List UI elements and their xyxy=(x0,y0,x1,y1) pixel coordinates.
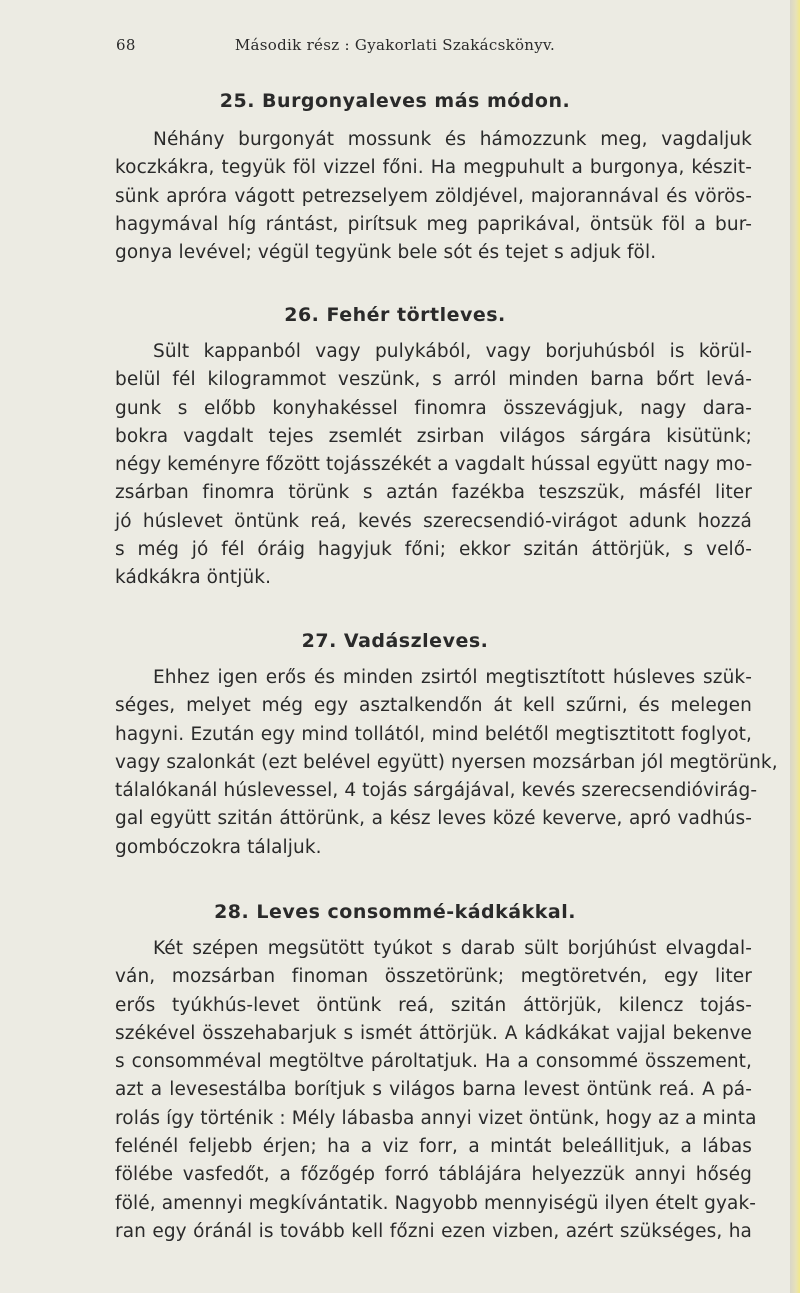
text-line: bokra vagdalt tejes zsemlét zsirban világos sárgára kisütünk; xyxy=(115,425,752,447)
running-header xyxy=(0,36,790,60)
text-line: Két szépen megsütött tyúkot s darab sült borjúhúst elvagdal- xyxy=(153,938,752,959)
running-title: Második rész : Gyakorlati Szakácskönyv. xyxy=(234,36,556,54)
recipe-title-25: 25. Burgonyaleves más módon. xyxy=(219,90,571,112)
text-line: felénél feljebb érjen; ha a viz forr, a mintát beleállitjuk, a lábas xyxy=(115,1136,752,1158)
recipe-title-28: 28. Leves consommé-kádkákkal. xyxy=(214,901,576,923)
text-line: belül fél kilogrammot veszünk, s arról minden barna bőrt levá- xyxy=(115,369,752,391)
recipe-body-27 xyxy=(115,664,778,862)
text-line: hagymával híg rántást, pirítsuk meg paprikával, öntsük föl a bur- xyxy=(115,213,752,235)
recipe-body-26 xyxy=(115,338,752,593)
text-line: sünk apróra vágott petrezselyem zöldjével, majorannával és vörös- xyxy=(115,185,752,207)
recipe-body-25 xyxy=(115,126,752,267)
text-line: gonya levével; végül tegyünk bele sót és tejet s adjuk föl. xyxy=(115,242,657,264)
text-line: koczkákra, tegyük föl vizzel főni. Ha megpuhult a burgonya, készit- xyxy=(115,157,752,179)
text-line: fölébe vasfedőt, a főzőgép forró táblájára helyezzük annyi hőség xyxy=(115,1164,752,1186)
text-line: fölé, amennyi megkívántatik. Nagyobb mennyiségü ilyen ételt gyak- xyxy=(115,1192,757,1214)
recipe-title-26: 26. Fehér törtleves. xyxy=(284,304,506,326)
text-line: vagy szalonkát (ezt belével együtt) nyersen mozsárban jól megtörünk, xyxy=(115,751,778,773)
text-line: erős tyúkhús-levet öntünk reá, szitán áttörjük, kilencz tojás- xyxy=(115,994,752,1016)
text-line: gunk s előbb konyhakéssel finomra összevágjuk, nagy dara- xyxy=(115,397,752,419)
text-line: séges, melyet még egy asztalkendőn át kell szűrni, és melegen xyxy=(115,695,752,717)
text-line: azt a levesestálba borítjuk s világos barna levest öntünk reá. A pá- xyxy=(115,1079,752,1101)
text-line: kádkákra öntjük. xyxy=(115,567,272,589)
text-line: jó húslevet öntünk reá, kevés szerecsendió-virágot adunk hozzá xyxy=(115,510,752,532)
text-line: Néhány burgonyát mossunk és hámozzunk meg, vagdaljuk xyxy=(153,129,752,150)
text-line: hagyni. Ezután egy mind tollától, mind belétől megtisztitott foglyot, xyxy=(115,723,752,745)
text-line: ran egy óránál is tovább kell főzni ezen vizben, azért szükséges, ha xyxy=(115,1220,752,1242)
text-line: gal együtt szitán áttörünk, a kész leves közé keverve, apró vadhús- xyxy=(115,808,752,830)
text-line: négy keményre főzött tojásszékét a vagdalt hússal együtt nagy mo- xyxy=(115,454,753,476)
text-line: gombóczokra tálaljuk. xyxy=(115,836,322,858)
page-edge xyxy=(790,0,800,1293)
text-line: rolás így történik : Mély lábasba annyi vizet öntünk, hogy az a minta xyxy=(115,1107,757,1129)
recipe-body-28 xyxy=(115,935,757,1246)
page-number: 68 xyxy=(116,36,136,54)
text-line: s consomméval megtöltve pároltatjuk. Ha a consommé összement, xyxy=(115,1051,752,1073)
recipe-title-27: 27. Vadászleves. xyxy=(301,630,489,652)
text-line: Ehhez igen erős és minden zsirtól megtisztított húsleves szük- xyxy=(153,667,752,688)
text-line: ván, mozsárban finoman összetörünk; megtöretvén, egy liter xyxy=(115,966,752,988)
text-line: Sült kappanból vagy pulykából, vagy borjuhúsból is körül- xyxy=(153,341,752,362)
text-line: székével összehabarjuk s ismét áttörjük. A kádkákat vajjal bekenve xyxy=(115,1022,752,1044)
text-line: s még jó fél óráig hagyjuk főni; ekkor szitán áttörjük, s velő- xyxy=(115,539,752,561)
text-line: tálalókanál húslevessel, 4 tojás sárgájával, kevés szerecsendióvirág- xyxy=(115,780,758,802)
text-line: zsárban finomra törünk s aztán fazékba teszszük, másfél liter xyxy=(115,482,752,504)
